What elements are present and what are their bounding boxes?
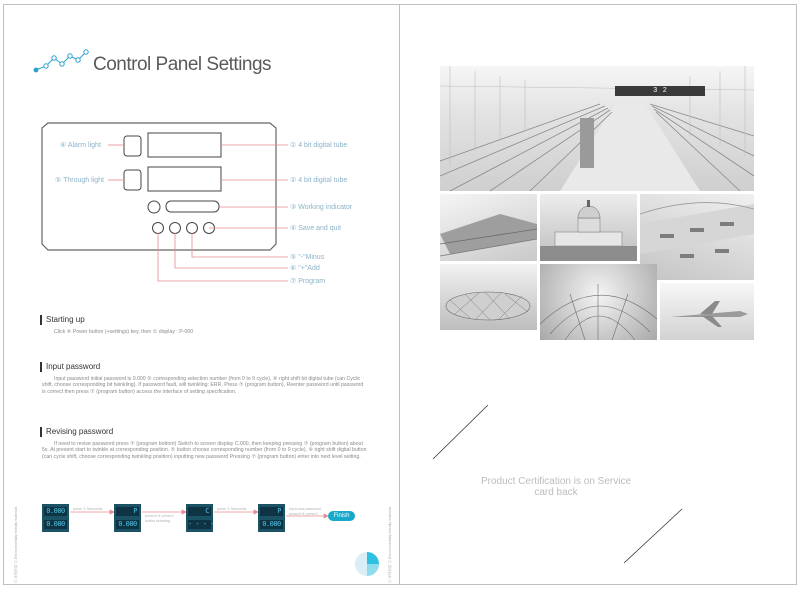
input-password-heading: Input password (40, 362, 100, 372)
left-side-note: ◎ 环保材质 ◎ Environmentally friendly materials (14, 506, 18, 583)
bottom-side-note: ◎ 环保材质 ◎ Environmentally friendly materials (388, 506, 392, 583)
flow-display-1-top: 0.000 (44, 507, 67, 516)
flow-note-1: press ⑦ 5seconds (73, 507, 103, 511)
flow-display-4-bottom: 0.000 (260, 520, 283, 529)
finish-badge: Finish (328, 511, 355, 521)
flow-display-1-bottom: 0.000 (44, 520, 67, 529)
flow-display-4 (258, 504, 285, 532)
revising-password-body: If need to revise password press ⑦ (program bottom) Switch to screen display C.000, then keeping pressing ⑦ (program button) about 5s. At present start to twinkle at corresponding position. ⑤ button choose corresponding number (from 0 to 9 cycle). ⑥ right shift digital button (can cycle shift, choose corresponding twinkling position) inputting new password Pressing ⑦ (program button) enter into next level setting. (42, 441, 367, 460)
revising-password-heading: Revising password (40, 427, 113, 437)
through-light-label: ⑤ Through light (55, 177, 104, 184)
flow-note-4: input new password press⑤/⑥ press⑦ (289, 507, 321, 516)
flow-display-4-top: P (260, 507, 283, 516)
flow-note-3: press ⑦ 5seconds (217, 507, 247, 511)
flow-display-2-top: P (116, 507, 139, 516)
input-password-body: Input password initial password is 0.000 ⑤ corresponding selection number (from 0 to 9 cycle), ⑥ right shift bit digital tube (can Cyclic shift, choose corresponding bit twinkling). If password fault, will twinkling: ERR. Press ⑦ (program button), Reenter password until password is correct then press ⑦ (program button) access the interface of setting specification. (42, 376, 364, 395)
working-indicator-label: ③ Working indicator (290, 204, 353, 211)
add-label: ⑥ "+"Add (290, 265, 320, 272)
tube-bottom-label: ② 4 bit digital tube (290, 177, 348, 184)
flow-display-3 (186, 504, 213, 532)
program-label: ⑦ Program (290, 278, 326, 285)
starting-up-body: Click ④ Power button (+settings) key, then ① display : P-000 (54, 329, 194, 335)
flow-display-3-bottom: - - - - (188, 520, 215, 528)
flow-display-3-top: C (188, 507, 211, 516)
starting-up-heading: Starting up (40, 315, 85, 325)
flow-display-2 (114, 504, 141, 532)
station-sign: 3 2 (653, 87, 667, 94)
minus-label: ⑤ "-"Minus (290, 254, 325, 261)
flow-display-2-bottom: 0.000 (116, 520, 139, 529)
flow-display-1 (42, 504, 69, 532)
page-corner-pie-icon (352, 549, 382, 579)
flow-note-2: press⑤/⑥ press⑦ button selecting (145, 514, 175, 523)
decorative-diagonals (400, 0, 800, 589)
certification-note: Product Certification is on Service card back (480, 476, 632, 498)
alarm-light-label: ⑥ Alarm light (60, 142, 101, 149)
page-title: Control Panel Settings (93, 54, 272, 75)
tube-top-label: ① 4 bit digital tube (290, 142, 348, 149)
save-quit-label: ④ Save and quit (290, 225, 342, 232)
